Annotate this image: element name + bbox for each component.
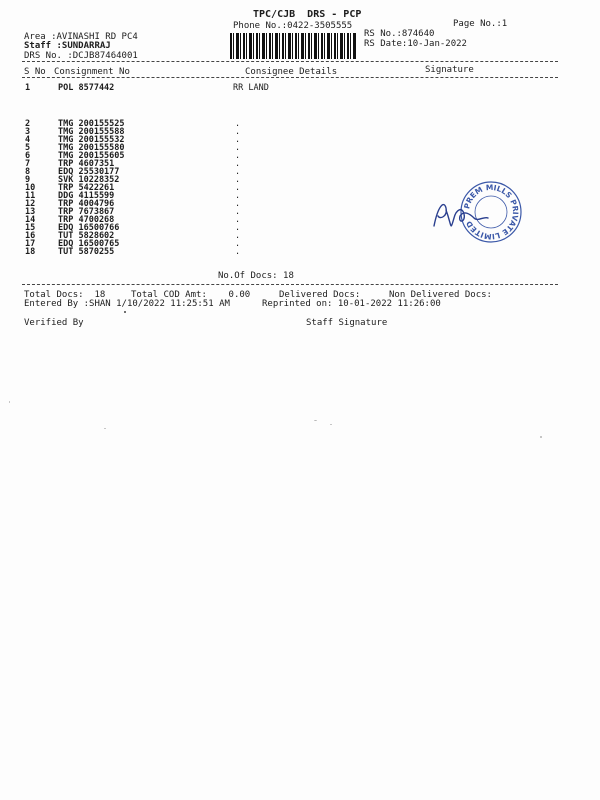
- row-sno: 6: [25, 151, 31, 161]
- col-signature: Signature: [425, 65, 474, 75]
- scan-speck: [540, 436, 542, 438]
- row-consignment: TUT 5870255: [58, 247, 115, 257]
- scan-speck: [314, 420, 317, 421]
- row-consignment: EDQ 25530177: [58, 167, 120, 177]
- page-number: Page No.:1: [453, 19, 508, 29]
- entered-by: Entered By :SHAN 1/10/2022 11:25:51 AM: [24, 299, 230, 309]
- row-sno: 5: [25, 143, 31, 153]
- row-consignment: TMG 200155525: [58, 119, 125, 129]
- row-consignment: TMG 200155580: [58, 143, 125, 153]
- scan-speck: [330, 424, 332, 425]
- row-consignee: .: [235, 247, 241, 257]
- reprinted-on: Reprinted on: 10-01-2022 11:26:00: [262, 299, 441, 309]
- row-sno: 3: [25, 127, 31, 137]
- svg-text:PREM MILLS PRIVATE LIMITED: PREM MILLS PRIVATE LIMITED: [462, 182, 521, 242]
- non-delivered-docs: Non Delivered Docs:: [389, 290, 492, 300]
- row-sno: 10: [25, 183, 36, 193]
- delivered-docs: Delivered Docs:: [279, 290, 361, 300]
- handwritten-signature: [428, 196, 494, 234]
- row-consignment: TRP 7673867: [58, 207, 115, 217]
- row-sno: 7: [25, 159, 31, 169]
- row-sno: 12: [25, 199, 36, 209]
- row-sno: 1: [25, 83, 31, 93]
- document-title: TPC/CJB DRS - PCP: [253, 9, 362, 20]
- row-consignment: TUT 5828602: [58, 231, 115, 241]
- row-consignee: .: [235, 127, 241, 137]
- verified-by: Verified By: [24, 318, 84, 328]
- rs-date: RS Date:10-Jan-2022: [364, 39, 467, 49]
- staff-signature-label: Staff Signature: [306, 318, 388, 328]
- row-consignee: .: [235, 207, 241, 217]
- row-consignee: .: [235, 175, 241, 185]
- header-divider: [22, 61, 558, 62]
- table-row: [25, 248, 265, 256]
- row-consignee: .: [235, 215, 241, 225]
- scan-speck: [9, 401, 10, 403]
- barcode: [230, 33, 356, 59]
- row-consignee: .: [235, 231, 241, 241]
- row-sno: 4: [25, 135, 31, 145]
- phone-number: Phone No.:0422-3505555: [233, 21, 353, 31]
- column-divider: [22, 77, 558, 78]
- row-consignee: .: [235, 119, 241, 129]
- scan-speck: [104, 428, 106, 429]
- row-consignment: TMG 200155532: [58, 135, 125, 145]
- row-consignee: RR LAND: [233, 83, 269, 93]
- row-consignee: .: [235, 183, 241, 193]
- row-consignment: TRP 4700268: [58, 215, 115, 225]
- row-consignment: POL 8577442: [58, 83, 115, 93]
- col-consignment: Consignment No: [54, 67, 130, 77]
- row-consignment: SVK 10228352: [58, 175, 120, 185]
- no-of-docs: No.Of Docs: 18: [218, 271, 294, 281]
- total-docs: Total Docs: 18: [24, 290, 106, 300]
- col-sno: S No: [24, 67, 46, 77]
- row-sno: 18: [25, 247, 36, 257]
- table-row: [25, 84, 265, 92]
- row-consignment: EDQ 16500766: [58, 223, 120, 233]
- row-consignee: .: [235, 223, 241, 233]
- row-consignment: DDG 4115599: [58, 191, 115, 201]
- row-sno: 16: [25, 231, 36, 241]
- row-consignee: .: [235, 191, 241, 201]
- row-consignee: .: [235, 143, 241, 153]
- drs-number: DRS No. :DCJB87464001: [24, 51, 138, 61]
- col-consignee: Consignee Details: [245, 67, 338, 77]
- row-consignment: EDQ 16500765: [58, 239, 120, 249]
- row-sno: 13: [25, 207, 36, 217]
- row-consignee: .: [235, 199, 241, 209]
- row-consignee: .: [235, 167, 241, 177]
- row-sno: 9: [25, 175, 31, 185]
- total-cod-amount: Total COD Amt: 0.00: [131, 290, 251, 300]
- row-consignee: .: [235, 135, 241, 145]
- row-consignee: .: [235, 151, 241, 161]
- row-consignment: TMG 200155588: [58, 127, 125, 137]
- row-consignee: .: [235, 239, 241, 249]
- row-consignee: .: [235, 159, 241, 169]
- row-consignment: TRP 5422261: [58, 183, 115, 193]
- row-sno: 14: [25, 215, 36, 225]
- row-consignment: TMG 200155605: [58, 151, 125, 161]
- row-consignment: TRP 4607351: [58, 159, 115, 169]
- area-label: Area :AVINASHI RD PC4: [24, 32, 138, 42]
- summary-divider: [22, 284, 558, 285]
- row-sno: 15: [25, 223, 36, 233]
- row-sno: 2: [25, 119, 31, 129]
- staff-label: Staff :SUNDARRAJ: [24, 41, 111, 51]
- rs-number: RS No.:874640: [364, 29, 435, 39]
- row-sno: 11: [25, 191, 36, 201]
- row-sno: 8: [25, 167, 31, 177]
- row-consignment: TRP 4004796: [58, 199, 115, 209]
- row-sno: 17: [25, 239, 36, 249]
- scan-speck: [124, 311, 126, 313]
